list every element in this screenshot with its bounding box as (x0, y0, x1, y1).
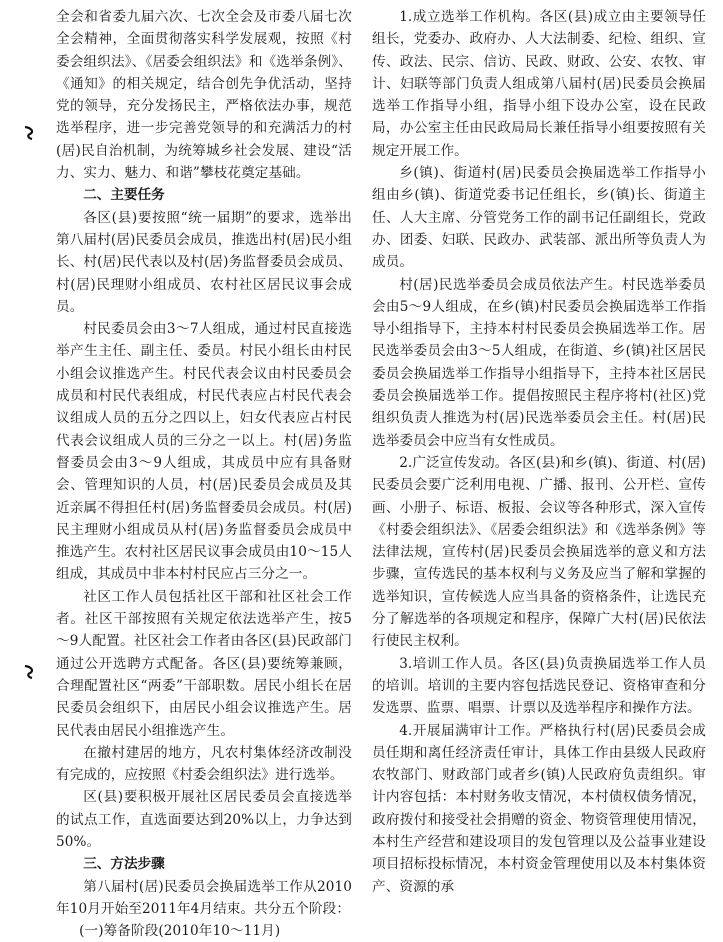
body-paragraph: 区(县)要积极开展社区居民委员会直接选举的试点工作，直选面要达到20%以上，力争达到50%。 (56, 789, 352, 850)
left-column (56, 6, 352, 940)
body-paragraph: 村(居)民选举委员会成员依法产生。村民选举委员会由5～9人组成，在乡(镇)村民委员会换届选举工作指导小组指导下，主持本村村民委员会换届选举工作。居民选举委员会由3～5人组成，在街道、乡(镇)社区居民委员会换届选举工作指导小组指导下，主持本社区居民委员会换届选举工作。提倡按照民主程序将村(社区)党组织负责人推选为村(居)民选举委员会主任。村(居)民选举委员会中应当有女性成员。 (372, 276, 706, 449)
body-paragraph: 1.成立选举工作机构。各区(县)成立由主要领导任组长，党委办、政府办、人大法制委、纪检、组织、宣传、政法、民宗、信访、民政、财政、公安、农牧、审计、妇联等部门负责人组成第八届村(居)民委员会换届选举工作指导小组，指导小组下设办公室，设在民政局，办公室主任由民政局局长兼任指导小组要按照有关规定开展工作。 (372, 9, 706, 159)
body-paragraph: 3.培训工作人员。各区(县)负责换届选举工作人员的培训。培训的主要内容包括选民登记、资格审查和分发选票、监票、唱票、计票以及选举程序和操作方法。 (372, 655, 706, 717)
body-paragraph: 乡(镇)、街道村(居)民委员会换届选举工作指导小组由乡(镇)、街道党委书记任组长，乡(镇)长、街道主任、人大主席、分管党务工作的副书记任副组长，党政办、团委、妇联、民政办、武装部、派出所等负责人为成员。 (372, 165, 706, 271)
section-heading-main-tasks: 二、主要任务 (83, 187, 165, 204)
body-paragraph: 村民委员会由3～7人组成，通过村民直接选举产生主任、副主任、委员。村民小组长由村民小组会议推选产生。村民代表会议由村民委员会成员和村民代表组成，村民代表应占村民代表会议组成人员的五分之四以上，妇女代表应占村民代表会议组成人员的三分之一以上。村(居)务监督委员会由3～9人组成，其成员中应有具备财会、管理知识的人员，村(居)民委员会成员及其近亲属不得担任村(居)务监督委员会成员。村(居)民主理财小组成员从村(居)务监督委员会成员中推选产生。农村社区居民议事会成员由10～15人组成，其成员中非本村村民应占三分之一。 (56, 321, 352, 583)
body-paragraph: 第八届村(居)民委员会换届选举工作从2010年10月开始至2011年4月结束。共分五个阶段： (56, 878, 352, 917)
body-paragraph: 各区(县)要按照“统一届期”的要求，选举出第八届村(居)民委员会成员，推选出村(居)民小组长、村(居)民代表以及村(居)务监督委员会成员、村(居)民理财小组成员、农村社区居民议事会成员。 (56, 209, 352, 315)
body-paragraph: 社区工作人员包括社区干部和社区社会工作者。社区干部按照有关规定依法选举产生，按5～9人配置。社区社会工作者由各区(县)民政部门通过公开选聘方式配备。各区(县)要统筹兼顾，合理配置社区“两委”干部职数。居民小组长在居民委员会组织下，由居民小组会议推选产生。居民代表由居民小组推选产生。 (56, 588, 352, 739)
right-column (372, 6, 706, 895)
stage-heading: (一)筹备阶段(2010年10～11月) (79, 923, 281, 940)
body-paragraph: 在撤村建居的地方，凡农村集体经济改制没有完成的，应按照《村委会组织法》进行选举。 (56, 744, 352, 784)
body-paragraph: 2.广泛宣传发动。各区(县)和乡(镇)、街道、村(居)民委员会要广泛利用电视、广播、报刊、公开栏、宣传画、小册子、标语、板报、会议等各种形式，深入宣传《村委会组织法》、《居委会组织法》和《选举条例》等法律法规，宣传村(居)民委员会换届选举的意义和方法步骤，宣传选民的基本权利与义务及应当了解和掌握的选举知识，宣传候选人应当具备的资格条件，让选民充分了解选举的各项规定和程序，保障广大村(居)民依法行使民主权利。 (372, 454, 706, 650)
body-paragraph: 4.开展届满审计工作。严格执行村(居)民委员会成员任期和离任经济责任审计，具体工作由县级人民政府农牧部门、财政部门或者乡(镇)人民政府负责组织。审计内容包括：本村财务收支情况，本村债权债务情况，政府拨付和接受社会捐赠的资金、物资管理使用情况，本村生产经营和建设项目的发包管理以及公益事业建设项目招标投标情况，本村资金管理使用以及本村集体资产、资源的承 (372, 722, 706, 895)
intro-paragraph: 全会和省委九届六次、七次全会及市委八届七次全会精神，全面贯彻落实科学发展观，按照《村委会组织法》、《居委会组织法》和《选举条例》、《通知》的相关规定，结合创先争优活动，坚持党的领导，充分发扬民主，严格依法办事，规范选举程序，进一步完善党领导的和充满活力的村(居)民自治机制，为统筹城乡社会发展、建设“活力、实力、魅力、和谐”攀枝花奠定基础。 (56, 9, 352, 182)
binding-hole-mark (22, 125, 36, 141)
binding-hole-mark (22, 664, 36, 680)
section-heading-methods: 三、方法步骤 (83, 856, 165, 873)
